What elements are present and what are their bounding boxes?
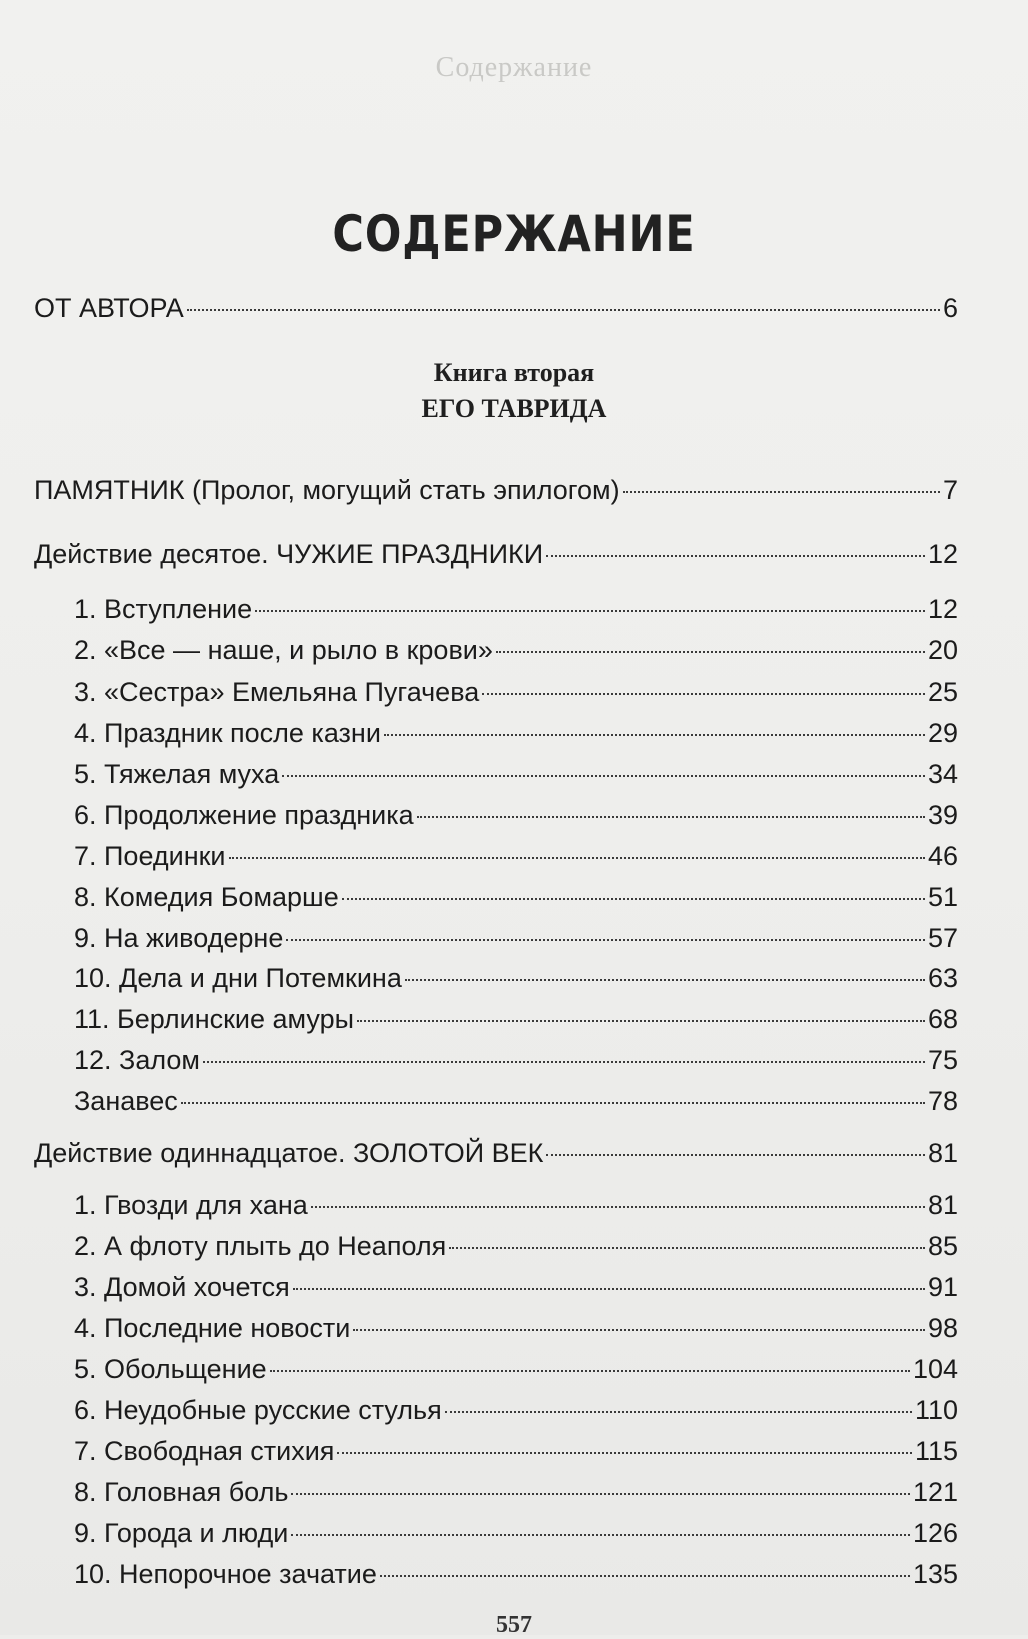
toc-entry-title: Действие одиннадцатое. ЗОЛОТОЙ ВЕК bbox=[34, 1138, 544, 1168]
page-number: 557 bbox=[496, 1612, 532, 1638]
toc-subentry bbox=[34, 672, 958, 712]
toc-entry-page: 34 bbox=[927, 759, 958, 789]
toc-entry-title: 5. Тяжелая муха bbox=[74, 759, 280, 789]
toc-entry bbox=[34, 470, 958, 510]
toc-subentry bbox=[34, 1431, 958, 1471]
toc-entry-title: 6. Продолжение праздника bbox=[74, 800, 414, 830]
toc-subentry bbox=[34, 1472, 958, 1512]
toc-entry-page: 12 bbox=[927, 594, 958, 624]
toc-subentry bbox=[34, 1081, 958, 1121]
toc-entry-page: 78 bbox=[927, 1086, 958, 1116]
toc-subentry bbox=[34, 958, 958, 998]
toc-subentry bbox=[34, 918, 958, 958]
dot-leader bbox=[311, 1206, 925, 1208]
toc-subentry bbox=[34, 1226, 958, 1266]
toc-subentry bbox=[34, 1349, 958, 1389]
toc-entry-page: 91 bbox=[927, 1272, 958, 1302]
dot-leader bbox=[293, 1288, 925, 1290]
toc-entry-page: 98 bbox=[927, 1313, 958, 1343]
toc-entry-page: 115 bbox=[914, 1436, 958, 1466]
toc-entry-title: 5. Обольщение bbox=[74, 1354, 267, 1384]
running-header: Содержание bbox=[435, 52, 593, 83]
page-title: СОДЕРЖАНИЕ bbox=[332, 205, 696, 263]
toc-entry-page: 12 bbox=[927, 539, 958, 569]
dot-leader bbox=[203, 1061, 925, 1063]
dot-leader bbox=[405, 979, 925, 981]
toc-entry-title: 2. А флоту плыть до Неаполя bbox=[74, 1231, 447, 1261]
toc-subentry bbox=[34, 754, 958, 794]
toc-entry-page: 29 bbox=[927, 718, 958, 748]
toc-entry bbox=[34, 1133, 958, 1173]
toc-entry-page: 7 bbox=[942, 475, 958, 505]
toc-entry-title: 4. Последние новости bbox=[74, 1313, 351, 1343]
dot-leader bbox=[282, 775, 925, 777]
toc-entry-page: 25 bbox=[927, 677, 958, 707]
book-name: ЕГО ТАВРИДА bbox=[421, 394, 607, 423]
toc-entry-page: 121 bbox=[912, 1477, 958, 1507]
toc-subentry bbox=[34, 1554, 958, 1594]
toc-subentry bbox=[34, 1513, 958, 1553]
dot-leader bbox=[270, 1370, 910, 1372]
dot-leader bbox=[417, 816, 925, 818]
toc-entry-title: 6. Неудобные русские стулья bbox=[74, 1395, 442, 1425]
toc-entry-page: 39 bbox=[927, 800, 958, 830]
toc-entry-title: 9. Города и люди bbox=[74, 1518, 289, 1548]
dot-leader bbox=[342, 898, 925, 900]
book-subtitle: Книга вторая bbox=[433, 358, 595, 387]
dot-leader bbox=[337, 1452, 912, 1454]
toc-entry-title: 1. Гвозди для хана bbox=[74, 1190, 308, 1220]
toc-entry-page: 63 bbox=[927, 963, 958, 993]
dot-leader bbox=[255, 610, 925, 612]
dot-leader bbox=[291, 1493, 910, 1495]
toc-entry-title: 1. Вступление bbox=[74, 594, 253, 624]
toc-subentry bbox=[34, 713, 958, 753]
toc-entry-title: 10. Непорочное зачатие bbox=[74, 1559, 377, 1589]
toc-entry-title: 4. Праздник после казни bbox=[74, 718, 381, 748]
toc-entry-page: 110 bbox=[914, 1395, 958, 1425]
dot-leader bbox=[449, 1247, 925, 1249]
toc-entry-page: 126 bbox=[912, 1518, 958, 1548]
toc-entry-page: 46 bbox=[927, 841, 958, 871]
toc-entry-page: 20 bbox=[927, 635, 958, 665]
dot-leader bbox=[380, 1575, 910, 1577]
dot-leader bbox=[384, 734, 925, 736]
dot-leader bbox=[357, 1020, 925, 1022]
toc-entry-page: 135 bbox=[912, 1559, 958, 1589]
toc-subentry bbox=[34, 630, 958, 670]
dot-leader bbox=[291, 1534, 910, 1536]
toc-entry-title: 12. Залом bbox=[74, 1045, 200, 1075]
toc-subentry bbox=[34, 1040, 958, 1080]
toc-entry-page: 68 bbox=[927, 1004, 958, 1034]
toc-subentry bbox=[34, 1267, 958, 1307]
dot-leader bbox=[286, 939, 925, 941]
toc-entry-title: Занавес bbox=[74, 1086, 178, 1116]
toc-entry-title: 3. «Сестра» Емельяна Пугачева bbox=[74, 677, 480, 707]
toc-entry-page: 85 bbox=[927, 1231, 958, 1261]
toc-entry-page: 81 bbox=[927, 1138, 958, 1168]
dot-leader bbox=[623, 491, 940, 493]
toc-entry-title: ПАМЯТНИК (Пролог, могущий стать эпилогом) bbox=[34, 475, 620, 505]
toc-entry-page: 81 bbox=[927, 1190, 958, 1220]
toc-subentry bbox=[34, 999, 958, 1039]
toc-entry-page: 57 bbox=[927, 923, 958, 953]
toc-entry-title: Действие десятое. ЧУЖИЕ ПРАЗДНИКИ bbox=[34, 539, 544, 569]
toc-entry-title: 7. Свободная стихия bbox=[74, 1436, 335, 1466]
dot-leader bbox=[546, 555, 925, 557]
toc-subentry bbox=[34, 795, 958, 835]
toc-entry-title: 8. Комедия Бомарше bbox=[74, 882, 339, 912]
toc-entry-title: 8. Головная боль bbox=[74, 1477, 289, 1507]
toc-entry-title: 2. «Все — наше, и рыло в крови» bbox=[74, 635, 493, 665]
dot-leader bbox=[229, 857, 925, 859]
toc-entry-title: 9. На живодерне bbox=[74, 923, 284, 953]
toc-entry-page: 6 bbox=[942, 293, 958, 323]
dot-leader bbox=[181, 1102, 925, 1104]
toc-entry bbox=[34, 534, 958, 574]
dot-leader bbox=[496, 651, 925, 653]
toc-entry-title: ОТ АВТОРА bbox=[34, 293, 184, 323]
toc-subentry bbox=[34, 877, 958, 917]
toc-subentry bbox=[34, 589, 958, 629]
dot-leader bbox=[187, 309, 940, 311]
toc-entry bbox=[34, 288, 958, 328]
toc-entry-title: 7. Поединки bbox=[74, 841, 226, 871]
toc-entry-page: 75 bbox=[927, 1045, 958, 1075]
toc-subentry bbox=[34, 1185, 958, 1225]
toc-entry-title: 11. Берлинские амуры bbox=[74, 1004, 355, 1034]
toc-entry-title: 10. Дела и дни Потемкина bbox=[74, 963, 402, 993]
dot-leader bbox=[482, 693, 925, 695]
dot-leader bbox=[546, 1154, 925, 1156]
toc-subentry bbox=[34, 836, 958, 876]
dot-leader bbox=[353, 1329, 925, 1331]
toc-entry-page: 104 bbox=[912, 1354, 958, 1384]
toc-entry-title: 3. Домой хочется bbox=[74, 1272, 290, 1302]
toc-subentry bbox=[34, 1390, 958, 1430]
dot-leader bbox=[445, 1411, 912, 1413]
toc-subentry bbox=[34, 1308, 958, 1348]
toc-entry-page: 51 bbox=[927, 882, 958, 912]
